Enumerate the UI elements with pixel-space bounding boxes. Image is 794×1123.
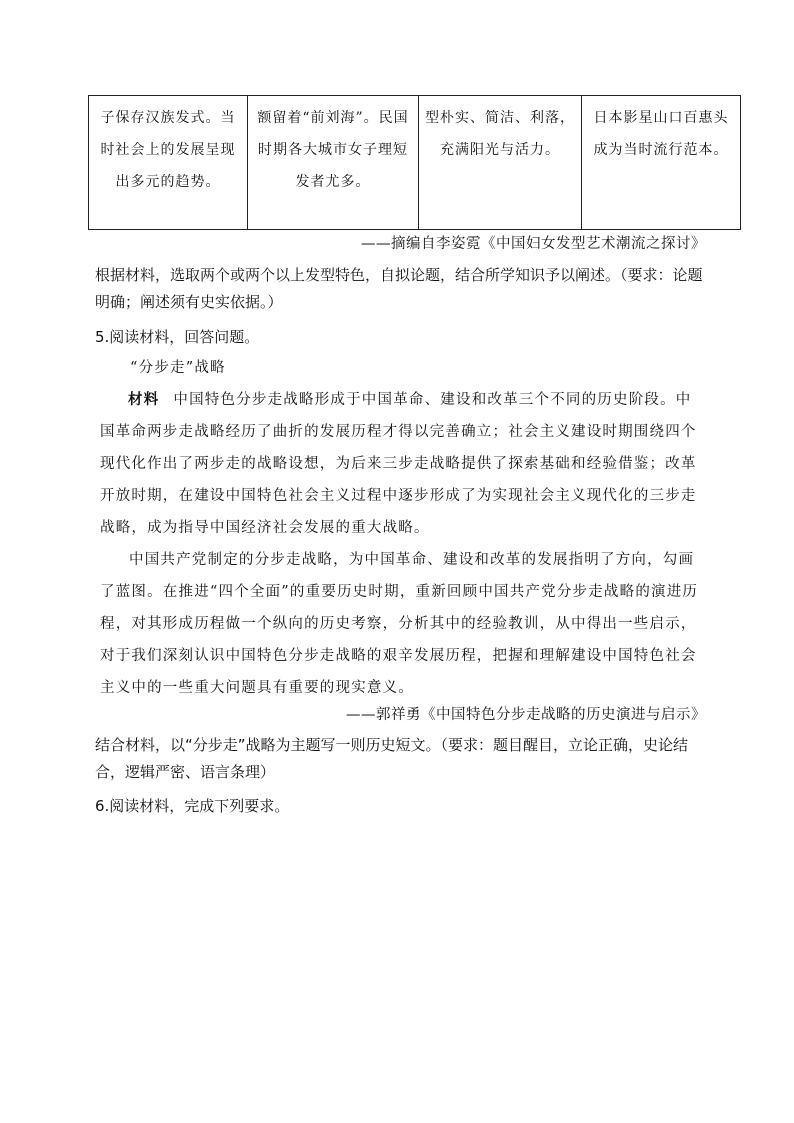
table-cell: 额留着“前刘海”。民国时期各大城市女子理短发者尤多。	[248, 96, 419, 230]
table-cell: 日本影星山口百惠头成为当时流行范本。	[582, 96, 741, 230]
material-citation: ——郭祥勇《中国特色分步走战略的历史演进与启示》	[346, 707, 706, 723]
question-6-heading: 6.阅读材料，完成下列要求。	[95, 797, 290, 815]
table-row	[89, 96, 741, 230]
material-subtitle: “分步走”战略	[130, 360, 226, 376]
material-text-1: 中国特色分步走战略形成于中国革命、建设和改革三个不同的历史阶段。中国革命两步走战略经历了曲折的发展历程才得以完善确立；社会主义建设时期围绕四个现代化作出了两步走的战略设想，为后来三步走战略提供了探索基础和经验借鉴；改革开放时期，在建设中国特色社会主义过程中逐步形成了为实现社会主义现代化的三步走战略，成为指导中国经济社会发展的重大战略。	[100, 392, 697, 536]
table-cell: 子保存汉族发式。当时社会上的发展呈现出多元的趋势。	[89, 96, 248, 230]
table-cell: 型朴实、简洁、利落，充满阳光与活力。	[419, 96, 582, 230]
table-citation: ——摘编自李姿霓《中国妇女发型艺术潮流之探讨》	[361, 236, 706, 252]
question-5-task: 结合材料，以“分步走”战略为主题写一则历史短文。（要求：题目醒目，立论正确，史论结合，逻辑严密、语言条理）	[95, 736, 689, 781]
material-paragraph-1	[100, 384, 706, 544]
hairstyle-table	[88, 95, 741, 230]
material-paragraph-2: 中国共产党制定的分步走战略，为中国革命、建设和改革的发展指明了方向，勾画了蓝图。在推进“四个全面”的重要历史时期，重新回顾中国共产党分步走战略的演进历程，对其形成历程做一个纵向的历史考察，分析其中的经验教训，从中得出一些启示，对于我们深刻认识中国特色分步走战略的艰辛发展历程，把握和理解建设中国特色社会主义中的一些重大问题具有重要的现实意义。	[100, 552, 699, 696]
question-4-task: 根据材料，选取两个或两个以上发型特色，自拟论题，结合所学知识予以阐述。（要求：论题明确；阐述须有史实依据。）	[95, 266, 703, 311]
question-5-heading: 5.阅读材料，回答问题。	[95, 328, 260, 346]
material-label: 材料	[128, 392, 160, 408]
